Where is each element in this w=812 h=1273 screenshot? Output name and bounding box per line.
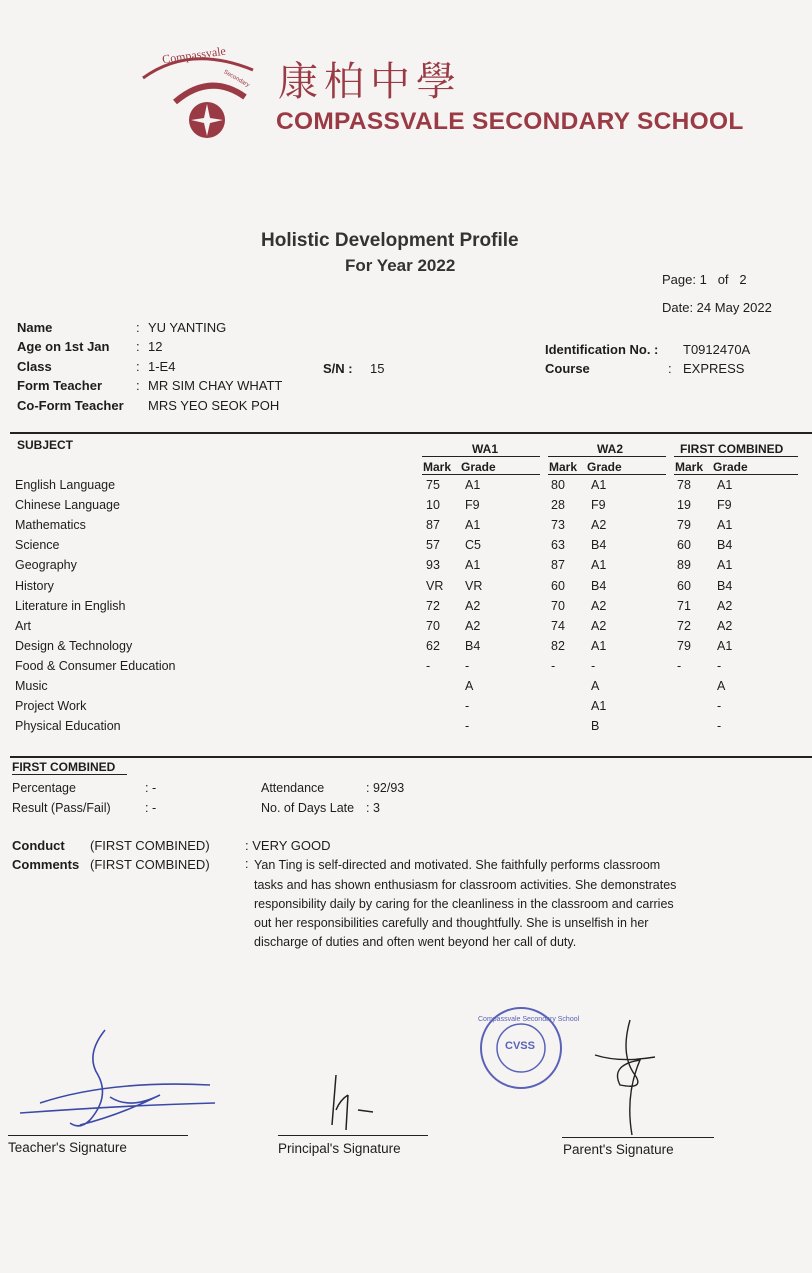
subject-cell: Art bbox=[15, 618, 31, 633]
fc-mark: 60 bbox=[677, 578, 691, 593]
wa2-grade: A1 bbox=[591, 478, 607, 492]
wa1-grade: A2 bbox=[465, 598, 481, 613]
subject-cell: Mathematics bbox=[15, 518, 86, 533]
wa2-grade: A bbox=[591, 679, 600, 693]
doc-date: Date: 24 May 2022 bbox=[662, 300, 772, 315]
mark-header: Mark bbox=[423, 460, 452, 474]
wa2-mark: 80 bbox=[551, 478, 565, 492]
wa2-mark: 60 bbox=[551, 578, 565, 593]
student-sn: 15 bbox=[370, 361, 385, 376]
wa1-grade: A bbox=[465, 679, 474, 693]
subject-cell: Design & Technology bbox=[15, 638, 133, 653]
wa2-grade: B bbox=[591, 719, 600, 734]
percentage-value: : - bbox=[145, 781, 157, 795]
school-name: COMPASSVALE SECONDARY SCHOOL bbox=[276, 108, 744, 135]
wa2-mark: 28 bbox=[551, 498, 565, 513]
subject-cell: History bbox=[15, 578, 54, 593]
comment-line: responsibility daily by caring for the cleanliness in the classroom and carries bbox=[254, 897, 674, 911]
coform-teacher-label: Co-Form Teacher bbox=[17, 398, 124, 413]
page-total: 2 bbox=[739, 272, 747, 287]
group-underline-wa1 bbox=[422, 456, 540, 457]
course-label: Course bbox=[545, 361, 590, 376]
wa2-mark: 70 bbox=[551, 598, 565, 613]
grade-header: Grade bbox=[587, 460, 622, 474]
wa1-grade: - bbox=[465, 699, 470, 714]
wa2-mark: - bbox=[551, 658, 556, 673]
colon: : bbox=[668, 361, 672, 376]
fc-mark: - bbox=[677, 658, 682, 673]
group-underline-wa2 bbox=[548, 456, 666, 457]
comment-line: out her responsibilities carefully and thoughtfully. She is unselfish in her bbox=[254, 916, 649, 930]
subject-header: SUBJECT bbox=[17, 438, 74, 452]
subject-cell: English Language bbox=[15, 478, 116, 492]
fc-grade: F9 bbox=[717, 498, 732, 513]
subject-cell: Project Work bbox=[15, 699, 87, 714]
conduct-period: (FIRST COMBINED) bbox=[90, 838, 210, 853]
logo-text: Compassvale bbox=[161, 43, 227, 67]
class-label: Class bbox=[17, 359, 52, 374]
wa2-grade: B4 bbox=[591, 538, 607, 553]
subject-cell: Science bbox=[15, 538, 60, 553]
age-label: Age on 1st Jan bbox=[17, 339, 110, 354]
colon: : bbox=[136, 339, 140, 354]
comments-colon: : bbox=[245, 857, 249, 871]
header-underline bbox=[674, 474, 798, 475]
doc-title: Holistic Development Profile bbox=[261, 230, 519, 251]
student-course: EXPRESS bbox=[683, 361, 745, 376]
wa1-mark: 70 bbox=[426, 618, 440, 633]
doc-subtitle: For Year 2022 bbox=[345, 256, 456, 275]
mark-header: Mark bbox=[675, 460, 704, 474]
form-teacher-label: Form Teacher bbox=[17, 378, 103, 393]
days-late-label: No. of Days Late bbox=[261, 801, 355, 815]
fc-mark: 19 bbox=[677, 498, 691, 513]
wa1-mark: 93 bbox=[426, 558, 440, 573]
colon: : bbox=[136, 320, 140, 335]
fc-grade: - bbox=[717, 719, 722, 734]
fc-grade: B4 bbox=[717, 578, 733, 593]
wa2-mark: 63 bbox=[551, 538, 565, 553]
principal-signature-line bbox=[278, 1135, 428, 1136]
wa1-grade: B4 bbox=[465, 638, 481, 653]
wa1-mark: - bbox=[426, 658, 431, 673]
comment-line: Yan Ting is self-directed and motivated. She faithfully performs classroom bbox=[254, 858, 661, 872]
wa2-grade: A1 bbox=[591, 699, 607, 714]
student-name: YU YANTING bbox=[148, 320, 227, 335]
fc-grade: A1 bbox=[717, 638, 733, 653]
comments-label: Comments bbox=[12, 857, 80, 872]
mark-header: Mark bbox=[549, 460, 578, 474]
group-header-wa2: WA2 bbox=[597, 442, 624, 456]
wa2-grade: A2 bbox=[591, 598, 607, 613]
student-class: 1-E4 bbox=[148, 359, 176, 374]
fc-mark: 60 bbox=[677, 538, 691, 553]
wa1-grade: A1 bbox=[465, 558, 481, 573]
subject-cell: Chinese Language bbox=[15, 498, 120, 513]
parent-signature-label: Parent's Signature bbox=[563, 1142, 674, 1157]
student-id: T0912470A bbox=[683, 342, 751, 357]
form-teacher: MR SIM CHAY WHATT bbox=[148, 378, 283, 393]
wa2-grade: A2 bbox=[591, 618, 607, 633]
wa1-mark: 10 bbox=[426, 498, 440, 513]
fc-grade: A2 bbox=[717, 598, 733, 613]
table-top-rule bbox=[10, 432, 812, 434]
wa1-grade: A1 bbox=[465, 518, 481, 533]
days-late-value: : 3 bbox=[366, 801, 380, 815]
principal-signature-label: Principal's Signature bbox=[278, 1141, 401, 1156]
wa1-mark: 87 bbox=[426, 518, 440, 533]
result-value: : - bbox=[145, 801, 157, 815]
wa1-grade: A2 bbox=[465, 618, 481, 633]
colon: : bbox=[136, 378, 140, 393]
comment-line: tasks and has shown enthusiasm for classroom activities. She demonstrates bbox=[254, 878, 677, 892]
table-bottom-rule bbox=[10, 756, 812, 758]
subject-cell: Music bbox=[15, 679, 48, 693]
fc-grade: - bbox=[717, 699, 722, 714]
wa2-grade: F9 bbox=[591, 498, 606, 513]
teacher-signature-label: Teacher's Signature bbox=[8, 1140, 127, 1155]
fc-grade: - bbox=[717, 658, 722, 673]
wa2-mark: 82 bbox=[551, 638, 565, 653]
fc-grade: A1 bbox=[717, 558, 733, 573]
wa2-grade: A2 bbox=[591, 518, 607, 533]
wa1-grade: A1 bbox=[465, 478, 481, 492]
id-label: Identification No. : bbox=[545, 342, 659, 357]
name-label: Name bbox=[17, 320, 53, 335]
wa1-mark: 72 bbox=[426, 598, 440, 613]
group-header-fc: FIRST COMBINED bbox=[680, 442, 784, 456]
page-num: 1 bbox=[699, 272, 707, 287]
page-label: Page: bbox=[662, 272, 696, 287]
group-underline-fc bbox=[674, 456, 798, 457]
subject-cell: Literature in English bbox=[15, 598, 126, 613]
fc-mark: 72 bbox=[677, 618, 691, 633]
comment-line: discharge of duties and often went beyond her call of duty. bbox=[254, 935, 577, 949]
summary-header-underline bbox=[12, 774, 127, 775]
group-header-wa1: WA1 bbox=[472, 442, 499, 456]
coform-teacher: MRS YEO SEOK POH bbox=[148, 398, 280, 413]
conduct-label: Conduct bbox=[12, 838, 65, 853]
fc-mark: 79 bbox=[677, 518, 691, 533]
wa2-grade: B4 bbox=[591, 578, 607, 593]
teacher-signature-scribble bbox=[10, 1025, 220, 1135]
header-underline bbox=[548, 474, 666, 475]
wa1-mark: VR bbox=[426, 578, 444, 593]
wa2-grade: - bbox=[591, 658, 596, 673]
fc-mark: 78 bbox=[677, 478, 691, 492]
grade-header: Grade bbox=[713, 460, 748, 474]
wa1-grade: - bbox=[465, 658, 470, 673]
wa2-mark: 87 bbox=[551, 558, 565, 573]
wa1-grade: VR bbox=[465, 578, 483, 593]
fc-grade: A bbox=[717, 679, 726, 693]
logo-subtext: Secondary bbox=[222, 69, 251, 89]
wa1-grade: F9 bbox=[465, 498, 480, 513]
wa1-mark: 62 bbox=[426, 638, 440, 653]
percentage-label: Percentage bbox=[12, 781, 76, 795]
fc-mark: 71 bbox=[677, 598, 691, 613]
fc-grade: A1 bbox=[717, 478, 733, 492]
parent-signature-line bbox=[562, 1137, 714, 1138]
wa1-mark: 75 bbox=[426, 478, 440, 492]
parent-signature-scribble bbox=[590, 1015, 670, 1140]
result-label: Result (Pass/Fail) bbox=[12, 801, 111, 815]
page-of: of bbox=[717, 272, 729, 287]
fc-mark: 89 bbox=[677, 558, 691, 573]
wa2-mark: 73 bbox=[551, 518, 565, 533]
fc-grade: A2 bbox=[717, 618, 733, 633]
page-indicator bbox=[662, 272, 747, 287]
wa1-grade: C5 bbox=[465, 538, 481, 553]
wa2-grade: A1 bbox=[591, 558, 607, 573]
teacher-signature-line bbox=[8, 1135, 188, 1136]
wa1-grade: - bbox=[465, 719, 470, 734]
comments-period: (FIRST COMBINED) bbox=[90, 857, 210, 872]
grade-header: Grade bbox=[461, 460, 496, 474]
attendance-value: : 92/93 bbox=[366, 781, 405, 795]
fc-mark: 79 bbox=[677, 638, 691, 653]
subject-cell: Food & Consumer Education bbox=[15, 658, 176, 673]
fc-grade: A1 bbox=[717, 518, 733, 533]
principal-signature-scribble bbox=[318, 1070, 398, 1140]
stamp-text: CVSS bbox=[505, 1040, 535, 1052]
wa2-grade: A1 bbox=[591, 638, 607, 653]
subject-cell: Geography bbox=[15, 558, 77, 573]
wa2-mark: 74 bbox=[551, 618, 565, 633]
fc-grade: B4 bbox=[717, 538, 733, 553]
header-underline bbox=[422, 474, 540, 475]
wa1-mark: 57 bbox=[426, 538, 440, 553]
attendance-label: Attendance bbox=[261, 781, 325, 795]
sn-label: S/N : bbox=[323, 361, 353, 376]
school-chinese-name: 康柏中學 bbox=[278, 59, 462, 105]
summary-header: FIRST COMBINED bbox=[12, 760, 116, 774]
conduct-value: : VERY GOOD bbox=[245, 838, 331, 853]
subject-cell: Physical Education bbox=[15, 719, 121, 734]
colon: : bbox=[136, 359, 140, 374]
student-age: 12 bbox=[148, 339, 163, 354]
stamp-ring-text: Compassvale Secondary School bbox=[478, 1016, 580, 1023]
